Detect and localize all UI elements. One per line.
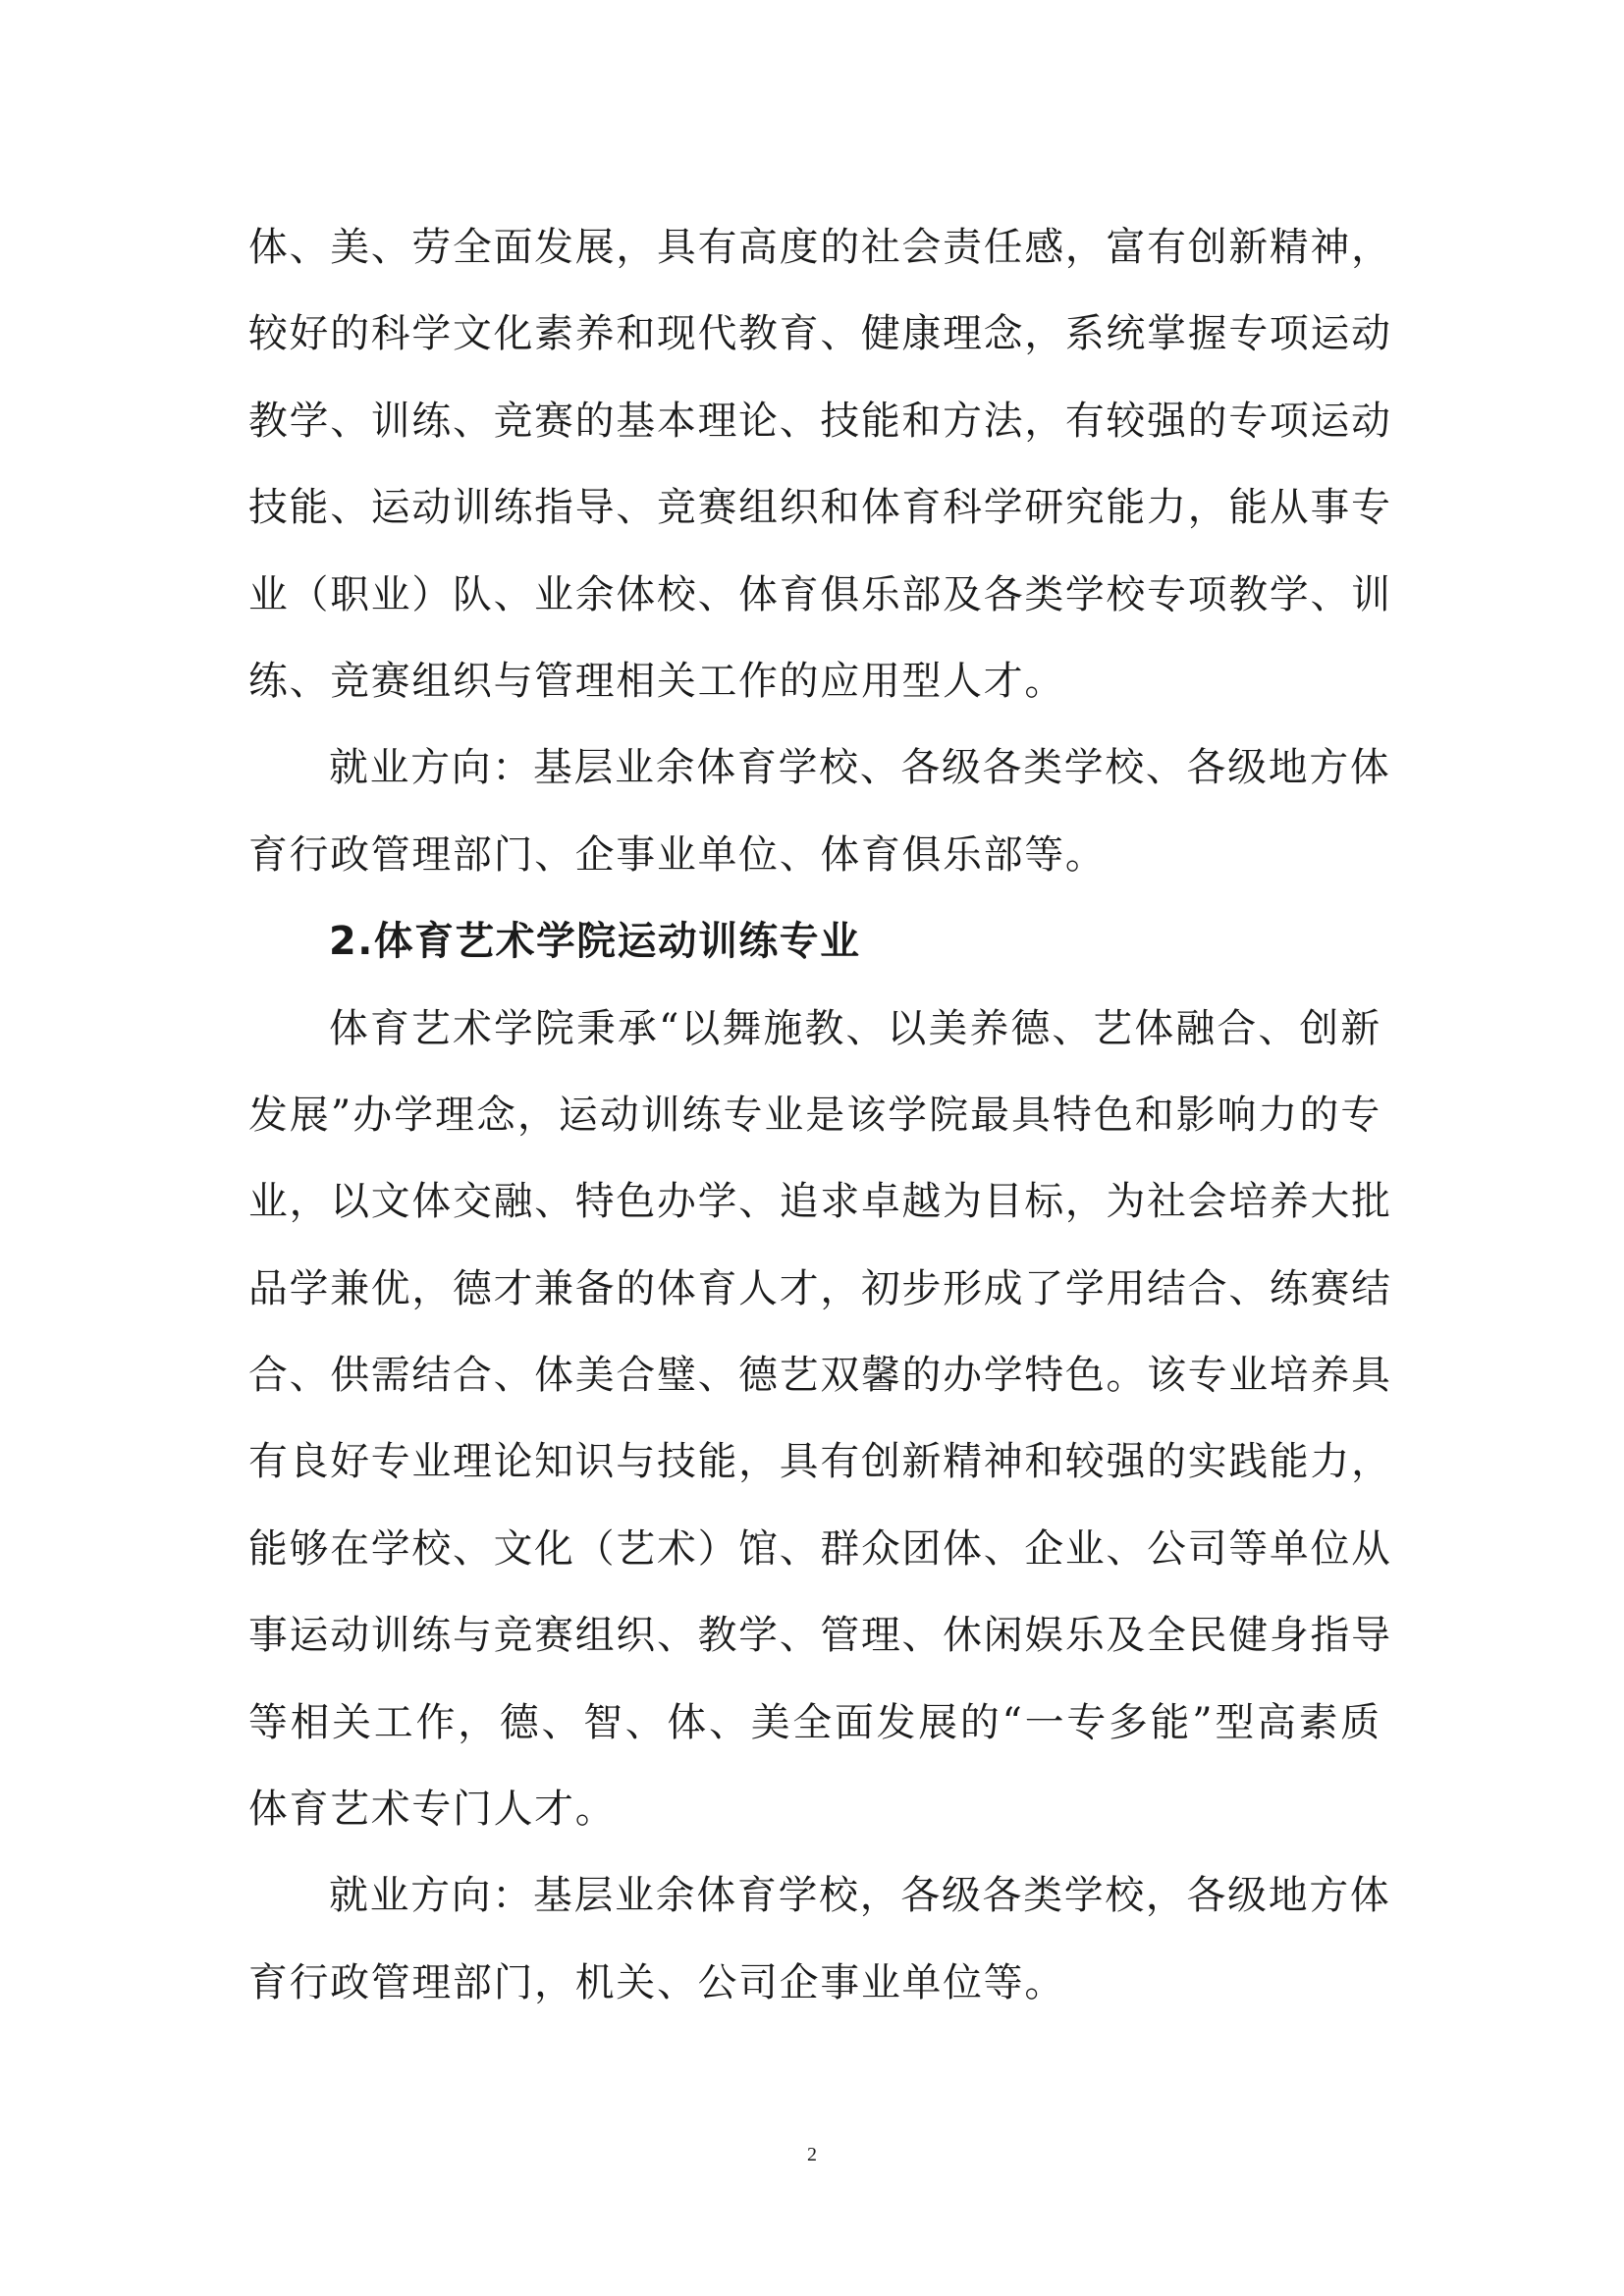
text-line: 有良好专业理论知识与技能，具有创新精神和较强的实践能力， <box>248 1439 1392 1485</box>
text-line: 技能、运动训练指导、竞赛组织和体育科学研究能力，能从事专 <box>248 485 1392 531</box>
text-line: 教学、训练、竞赛的基本理论、技能和方法，有较强的专项运动 <box>248 398 1392 444</box>
text-line: 育行政管理部门、企事业单位、体育俱乐部等。 <box>248 831 1107 878</box>
text-line: 品学兼优，德才兼备的体育人才，初步形成了学用结合、练赛结 <box>248 1265 1392 1311</box>
text-line: 业（职业）队、业余体校、体育俱乐部及各类学校专项教学、训 <box>248 571 1392 617</box>
text-line: 发展”办学理念，运动训练专业是该学院最具特色和影响力的专 <box>248 1092 1381 1138</box>
text-line: 合、供需结合、体美合璧、德艺双馨的办学特色。该专业培养具 <box>248 1353 1392 1399</box>
text-line: 体、美、劳全面发展，具有高度的社会责任感，富有创新精神， <box>248 225 1392 270</box>
text-line: 业，以文体交融、特色办学、追求卓越为目标，为社会培养大批 <box>248 1179 1392 1225</box>
section-heading: 2.体育艺术学院运动训练专业 <box>329 919 861 965</box>
text-line: 体育艺术学院秉承“以舞施教、以美养德、艺体融合、创新 <box>329 1005 1381 1051</box>
text-line: 育行政管理部门，机关、公司企事业单位等。 <box>248 1959 1065 2005</box>
text-line: 练、竞赛组织与管理相关工作的应用型人才。 <box>248 658 1065 704</box>
text-line: 能够在学校、文化（艺术）馆、群众团体、企业、公司等单位从 <box>248 1525 1392 1572</box>
text-line: 较好的科学文化素养和现代教育、健康理念，系统掌握专项运动 <box>248 311 1392 357</box>
text-line: 体育艺术专门人才。 <box>248 1787 617 1833</box>
text-line: 事运动训练与竞赛组织、教学、管理、休闲娱乐及全民健身指导 <box>248 1613 1392 1659</box>
text-line: 就业方向：基层业余体育学校、各级各类学校、各级地方体 <box>329 745 1391 791</box>
body-text <box>248 204 1392 2026</box>
text-line: 就业方向：基层业余体育学校，各级各类学校，各级地方体 <box>329 1873 1391 1919</box>
text-line: 等相关工作，德、智、体、美全面发展的“一专多能”型高素质 <box>248 1699 1381 1745</box>
page-number: 2 <box>807 2144 817 2165</box>
